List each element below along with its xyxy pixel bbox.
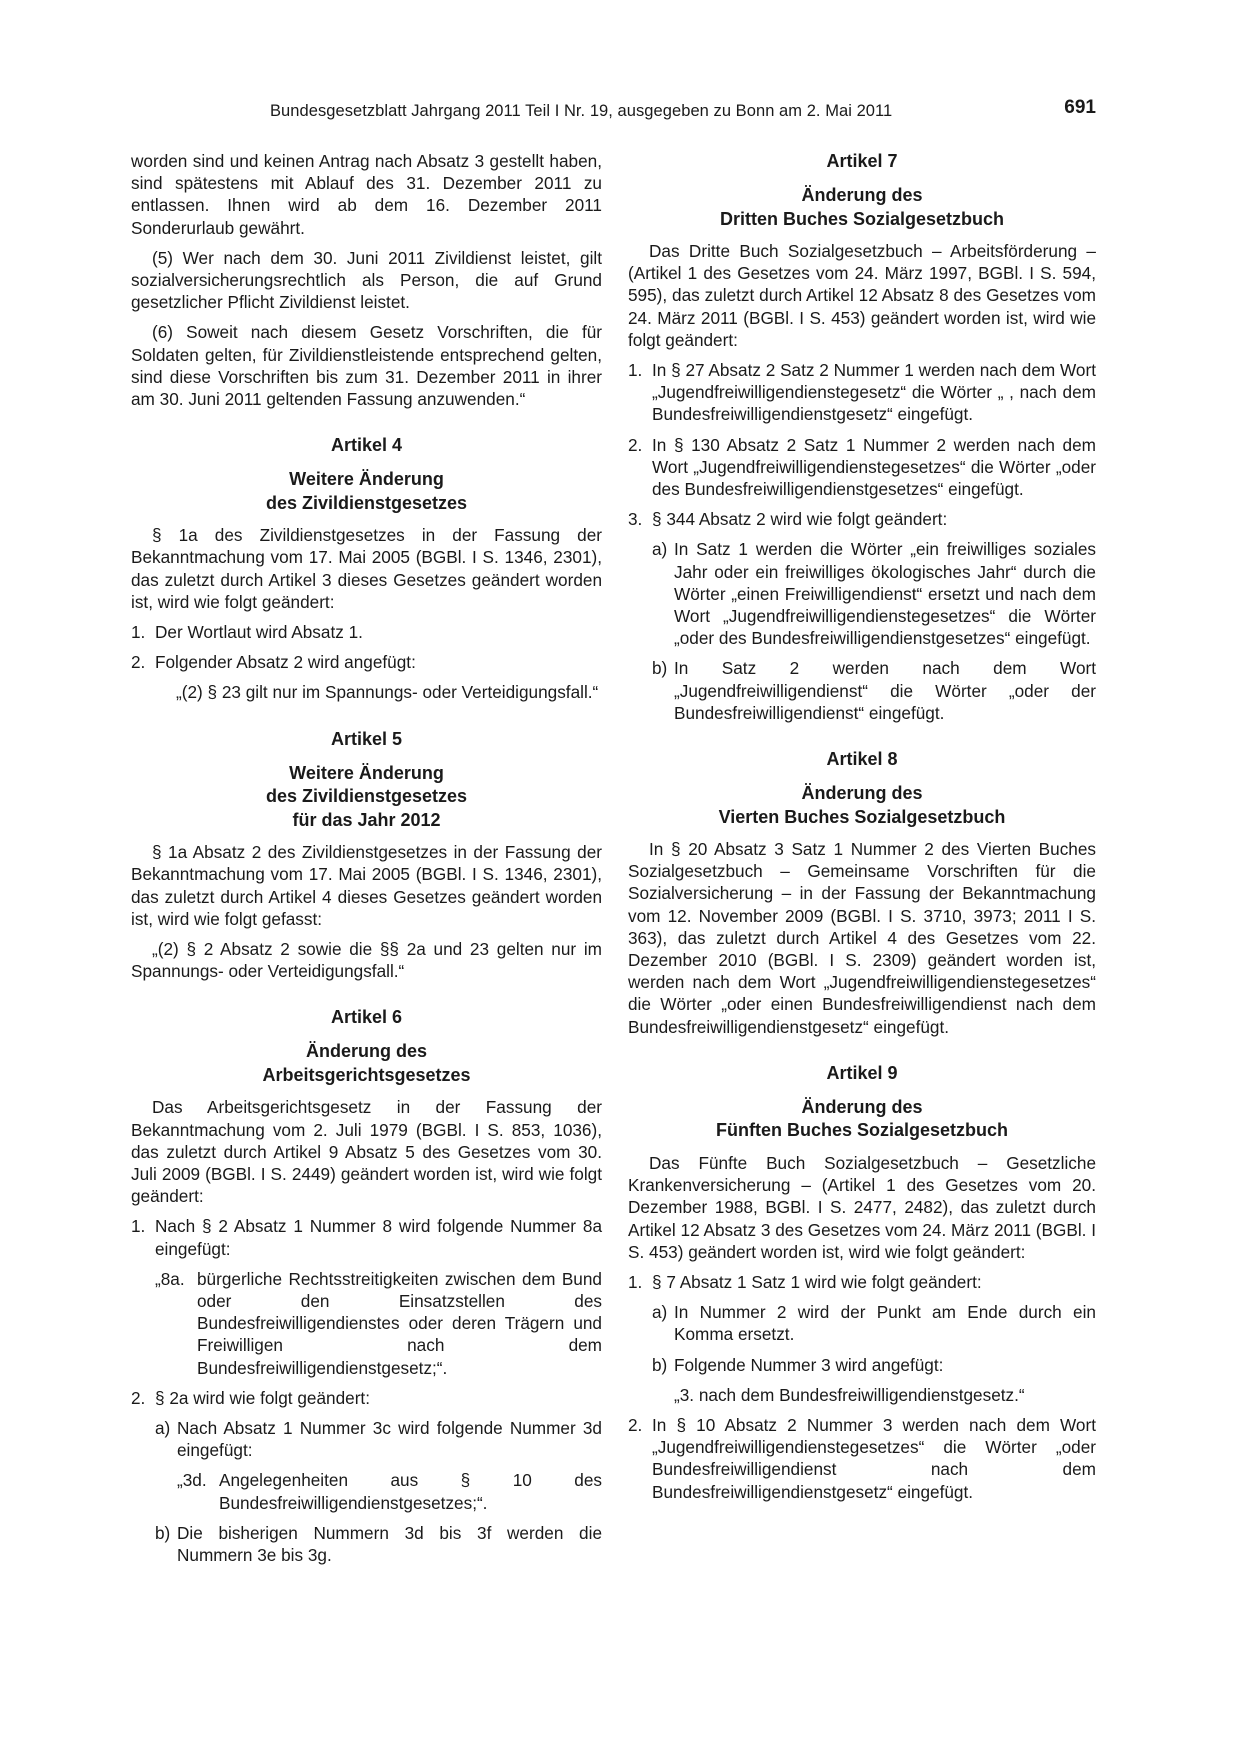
artikel-9 (628, 1062, 1096, 1503)
quoted-text: „(2) § 2 Absatz 2 sowie die §§ 2a und 23 gelten nur im Spannungs- oder Verteidigungsfall.“ (131, 938, 602, 982)
article-heading-line: Dritten Buches Sozialgesetzbuch (719, 208, 1005, 229)
list-item (131, 1387, 602, 1409)
list-item (628, 1414, 1096, 1503)
sub-item-letter: a) (155, 1418, 171, 1439)
quote-text: Angelegenheiten aus § 10 des Bundesfreiwilligendienstgesetzes;“. (219, 1470, 602, 1513)
quoted-number-block (177, 1469, 602, 1513)
article-heading-line: Änderung des (801, 783, 923, 804)
left-column (131, 150, 602, 1574)
sub-item-letter: b) (155, 1522, 171, 1543)
sub-item (652, 538, 1096, 649)
sub-item (652, 1301, 1096, 1345)
item-number: 2. (131, 1387, 146, 1408)
page-header (131, 97, 1096, 124)
list-item (628, 434, 1096, 501)
sub-item (155, 1522, 602, 1566)
item-text: Folgender Absatz 2 wird angefügt: (155, 652, 416, 673)
artikel-4 (131, 434, 602, 703)
item-text: In § 130 Absatz 2 Satz 1 Nummer 2 werden nach dem Wort „Jugendfreiwilligendienstegesetzes“ die Wörter „oder des Bundesfreiwilligendienstgesetzes“ eingefügt. (652, 434, 1096, 500)
article-intro: § 1a des Zivildienstgesetzes in der Fassung der Bekanntmachung vom 17. Mai 2005 (BGBl. I S. 1346, 2301), das zuletzt durch Artikel 3 dieses Gesetzes geändert worden ist, wird wie folgt geändert: (131, 525, 602, 612)
quote-number: „3d. (177, 1470, 207, 1491)
sub-item-text: Nach Absatz 1 Nummer 3c wird folgende Nummer 3d eingefügt: (177, 1418, 602, 1461)
article-heading (131, 468, 602, 515)
quote-text: bürgerliche Rechtsstreitigkeiten zwischen dem Bund oder den Einsatzstellen des Bundesfreiwilligendienstes oder deren Trägern und Freiwilligen nach dem Bundesfreiwilligendienstgesetz;“. (197, 1268, 602, 1378)
sub-item-text: Folgende Nummer 3 wird angefügt: (674, 1354, 944, 1375)
item-text: In § 10 Absatz 2 Nummer 3 werden nach dem Wort „Jugendfreiwilligendienstegesetzes“ die Wörter „oder Bundesfreiwilligendienst nach dem Bundesfreiwilligendienstgesetz“ eingefügt. (652, 1414, 1096, 1502)
article-intro: § 1a Absatz 2 des Zivildienstgesetzes in der Fassung der Bekanntmachung vom 17. Mai 2005 (BGBl. I S. 1346, 2301), das zuletzt durch Artikel 4 dieses Gesetzes geändert worden ist, wird wie folgt gefasst: (131, 842, 602, 929)
item-number: 1. (628, 1271, 643, 1292)
article-heading-line: des Zivildienstgesetzes (265, 492, 468, 513)
article-heading-line: Weitere Änderung (289, 469, 444, 490)
article-intro: In § 20 Absatz 3 Satz 1 Nummer 2 des Vierten Buches Sozialgesetzbuch – Gemeinsame Vorschriften für die Sozialversicherung – in der Fassung der Bekanntmachung vom 12. November 2009 (BGBl. I S. 3710, 3973; 2011 I S. 363), das zuletzt durch Artikel 4 des Gesetzes vom 22. Dezember 2010 (BGBl. I S. 2309) geändert worden ist, werden nach dem Wort „Jugendfreiwilligendienstegesetzes“ die Wörter „oder einen Bundesfreiwilligendienst nach dem Bundesfreiwilligendienstgesetz“ eingefügt. (628, 839, 1096, 1037)
artikel-5 (131, 728, 602, 983)
sub-item-letter: b) (652, 1354, 668, 1375)
continued-paragraph: worden sind und keinen Antrag nach Absatz 3 gestellt haben, sind spätestens mit Ablauf des 31. Dezember 2011 zu entlassen. Ihnen wird ab dem 16. Dezember 2011 Sonderurlaub gewährt. (131, 151, 602, 238)
sub-item-text: In Nummer 2 wird der Punkt am Ende durch ein Komma ersetzt. (674, 1302, 1096, 1345)
item-number: 1. (131, 622, 146, 643)
article-heading-line: des Zivildienstgesetzes (265, 786, 468, 807)
artikel-6 (131, 1006, 602, 1566)
item-number: 2. (131, 652, 146, 673)
sub-item-letter: a) (652, 539, 668, 560)
quoted-number-block (155, 1268, 602, 1379)
article-heading-line: Vierten Buches Sozialgesetzbuch (718, 806, 1006, 827)
article-intro: Das Fünfte Buch Sozialgesetzbuch – Gesetzliche Krankenversicherung – (Artikel 1 des Gesetzes vom 20. Dezember 1988, BGBl. I S. 2477, 2482), das zuletzt durch Artikel 12 Absatz 3 des Gesetzes vom 24. März 2011 (BGBl. I S. 453) geändert worden ist, wird wie folgt geändert: (628, 1152, 1096, 1262)
running-title: Bundesgesetzblatt Jahrgang 2011 Teil I Nr. 19, ausgegeben zu Bonn am 2. Mai 2011 (270, 102, 893, 120)
item-text: Der Wortlaut wird Absatz 1. (155, 622, 363, 643)
quote-number: „8a. (155, 1268, 185, 1289)
list-item (628, 359, 1096, 426)
quoted-text: „(2) § 23 gilt nur im Spannungs- oder Verteidigungsfall.“ (176, 682, 599, 703)
sub-item (155, 1417, 602, 1461)
sub-item-text: In Satz 2 werden nach dem Wort „Jugendfreiwilligendienst“ die Wörter „oder der Bundesfreiwilligendienst“ eingefügt. (674, 658, 1096, 723)
paragraph-6: (6) Soweit nach diesem Gesetz Vorschriften, die für Soldaten gelten, für Zivildienstleistende entsprechend gelten, sind diese Vorschriften bis zum 31. Dezember 2011 in ihrer am 30. Juni 2011 geltenden Fassung anzuwenden.“ (131, 322, 602, 410)
article-heading-line: Arbeitsgerichtsgesetzes (262, 1064, 471, 1085)
article-heading (131, 762, 602, 833)
item-text: § 344 Absatz 2 wird wie folgt geändert: (652, 509, 948, 530)
list-item (131, 1215, 602, 1259)
article-heading (131, 1040, 602, 1087)
article-heading (628, 1096, 1096, 1143)
list-item (628, 508, 1096, 530)
article-heading-line: Änderung des (801, 185, 923, 205)
item-number: 1. (628, 360, 643, 381)
article-intro: Das Dritte Buch Sozialgesetzbuch – Arbeitsförderung – (Artikel 1 des Gesetzes vom 24. März 1997, BGBl. I S. 594, 595), das zuletzt durch Artikel 12 Absatz 8 des Gesetzes vom 24. März 2011 (BGBl. I S. 453) geändert worden ist, wird wie folgt geändert: (628, 241, 1096, 350)
list-item (628, 1271, 1096, 1293)
article-heading (628, 184, 1096, 231)
list-item (131, 651, 602, 673)
sub-item (652, 657, 1096, 724)
sub-item-text: Die bisherigen Nummern 3d bis 3f werden die Nummern 3e bis 3g. (177, 1522, 602, 1566)
article-title: Artikel 9 (826, 1062, 898, 1083)
list-item (131, 621, 602, 643)
artikel-7 (628, 150, 1096, 724)
right-column (628, 150, 1096, 1511)
item-number: 1. (131, 1216, 146, 1237)
article-heading-line: für das Jahr 2012 (292, 809, 441, 830)
article-heading-line: Änderung des (305, 1041, 427, 1062)
item-number: 2. (628, 434, 643, 455)
article-title: Artikel 6 (330, 1007, 403, 1028)
item-text: § 2a wird wie folgt geändert: (155, 1387, 370, 1408)
sub-item (652, 1354, 1096, 1376)
item-text: Nach § 2 Absatz 1 Nummer 8 wird folgende Nummer 8a eingefügt: (155, 1216, 602, 1259)
article-intro: Das Arbeitsgerichtsgesetz in der Fassung der Bekanntmachung vom 2. Juli 1979 (BGBl. I S. 853, 1036), das zuletzt durch Artikel 9 Absatz 5 des Gesetzes vom 30. Juli 2009 (BGBl. I S. 2449) geändert worden ist, wird wie folgt geändert: (131, 1097, 602, 1207)
article-title: Artikel 7 (826, 151, 898, 171)
article-heading-line: Fünften Buches Sozialgesetzbuch (715, 1120, 1009, 1141)
item-number: 3. (628, 509, 643, 530)
item-text: § 7 Absatz 1 Satz 1 wird wie folgt geändert: (652, 1271, 982, 1292)
sub-item-letter: a) (652, 1302, 668, 1323)
page-number: 691 (1064, 97, 1096, 118)
article-title: Artikel 4 (330, 435, 403, 456)
item-number: 2. (628, 1414, 643, 1435)
artikel-8 (628, 748, 1096, 1038)
quoted-text: „3. nach dem Bundesfreiwilligendienstgesetz.“ (674, 1384, 1025, 1405)
article-title: Artikel 5 (330, 728, 403, 749)
item-text: In § 27 Absatz 2 Satz 2 Nummer 1 werden nach dem Wort „Jugendfreiwilligendienstegesetz“ die Wörter „ , nach dem Bundesfreiwilligendienstgesetz“ eingefügt. (652, 360, 1096, 425)
article-heading-line: Weitere Änderung (289, 762, 444, 783)
paragraph-5: (5) Wer nach dem 30. Juni 2011 Zivildienst leistet, gilt sozialversicherungsrechtlich als Person, die auf Grund gesetzlicher Pflicht Zivildienst leistet. (131, 247, 602, 313)
article-title: Artikel 8 (826, 749, 898, 770)
sub-item-text: In Satz 1 werden die Wörter „ein freiwilliges soziales Jahr oder ein freiwilliges ökologisches Jahr“ durch die Wörter „einen Freiwilligendienst“ ersetzt und nach dem Wort „Jugendfreiwilligendienstegesetzes“ die Wörter „oder des Bundesfreiwilligendienstgesetzes“ eingefügt. (674, 539, 1096, 649)
article-heading-line: Änderung des (801, 1096, 923, 1117)
sub-item-letter: b) (652, 658, 668, 679)
article-heading (628, 782, 1096, 829)
